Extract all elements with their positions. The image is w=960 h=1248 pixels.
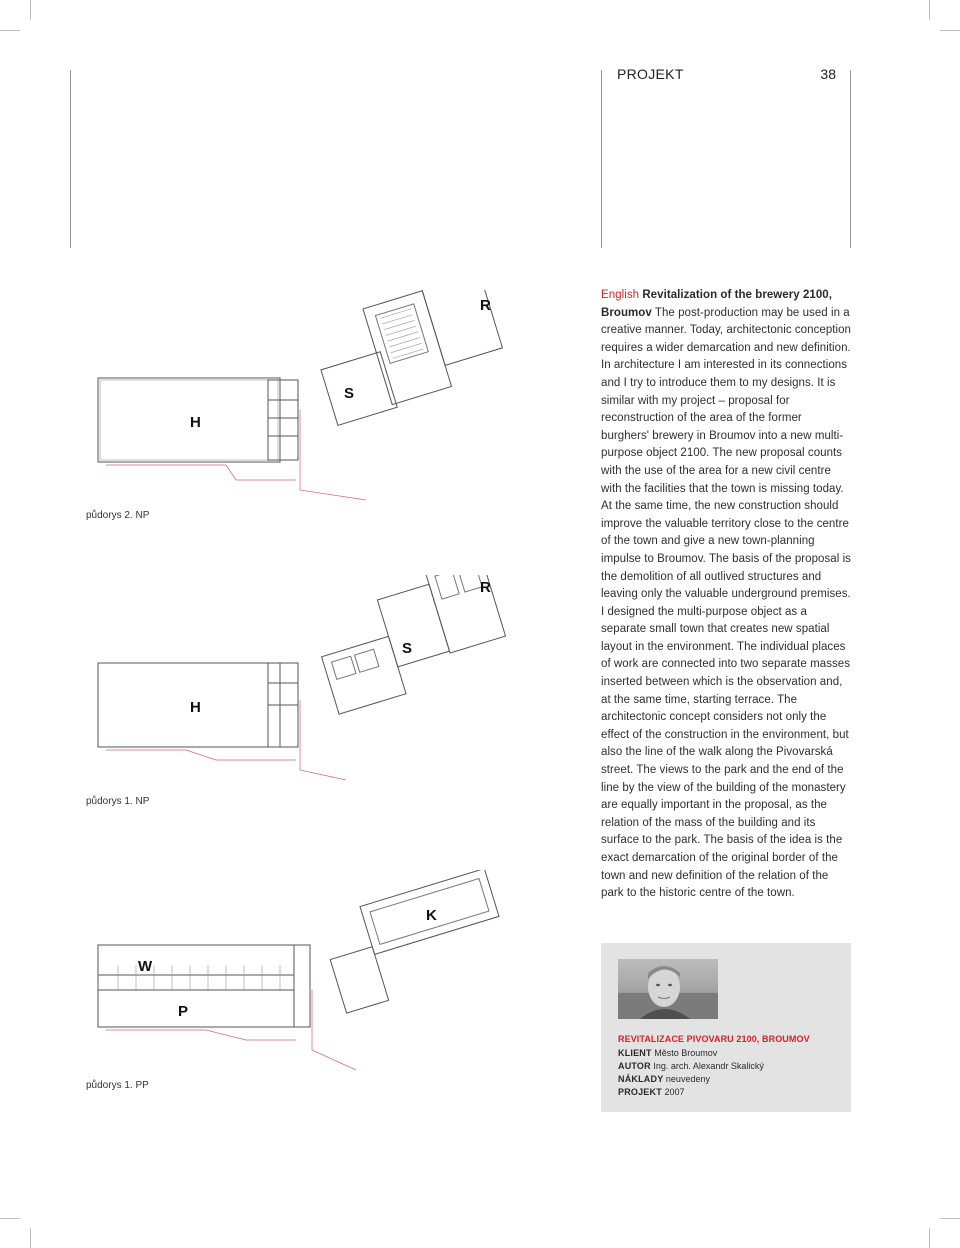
crop-mark [30, 0, 31, 20]
info-author [618, 1061, 764, 1071]
project-value: 2007 [664, 1087, 685, 1097]
block-label-r: R [480, 297, 491, 314]
block-label-r: R [480, 579, 491, 596]
plan-caption-1np: půdorys 1. NP [86, 796, 150, 807]
crop-mark [30, 1228, 31, 1248]
info-cost [618, 1074, 710, 1084]
language-label: English [601, 289, 640, 301]
header-rule-right [850, 70, 851, 248]
article-body: The post-production may be used in a creative manner. Today, architectonic conception requires a wider demarcation and new definition. In architecture I am interested in its connections and I try to introduce them to my designs. It is similar with my project – proposal for reconstruction of the area of the former burghers' brewery in Broumov into a new multi-purpose object 2100. The new proposal counts with the use of the area for a new civil centre with the facilities that the town is missing today. At the same time, the new construction should improve the valuable territory close to the centre of the town and give a new town-planning impulse to Broumov. The basis of the proposal is the demolition of all outlived structures and leaving only the valuable underground premises. I designed the multi-purpose object as a separate small town that creates new spatial layout in the environment. The individual places of work are connected into two separate masses inserted between which is the observation and, at the same time, starting terrace. The architectonic concept considers not only the effect of the construction in the environment, but also the line of the walk along the Pivovarská street. The views to the park and the end of the line by the view of the building of the monastery are equally important in the proposal, as the relation of the mass of the building and its surface to the park. The basis of the idea is the exact demarcation of the original border of the town and new definition of the relation of the park to the historic centre of the town. [601, 306, 852, 900]
block-label-w: W [138, 958, 153, 975]
block-label-p: P [178, 1003, 189, 1020]
info-client [618, 1048, 717, 1058]
info-project [618, 1087, 684, 1097]
crop-mark [940, 1218, 960, 1219]
section-title: PROJEKT [617, 66, 684, 82]
article-text [601, 287, 851, 903]
project-info-box [601, 943, 851, 1112]
author-portrait [618, 959, 718, 1019]
project-label: PROJEKT [618, 1087, 662, 1097]
plan-caption-2np: půdorys 2. NP [86, 510, 150, 521]
block-label-h: H [190, 699, 201, 716]
block-label-h: H [190, 414, 201, 431]
crop-mark [940, 30, 960, 31]
author-value: Ing. arch. Alexandr Skalický [653, 1061, 764, 1071]
block-label-k: K [426, 907, 437, 924]
floor-plan-2np [86, 290, 526, 510]
floor-plan-1pp-drawing [86, 870, 526, 1075]
plan-caption-1pp: půdorys 1. PP [86, 1080, 149, 1091]
author-portrait-image [618, 959, 718, 1019]
article-headline: Revitalization of the brewery 2100, Broumov [601, 289, 832, 319]
header-rule-left [601, 70, 602, 248]
crop-mark [929, 0, 930, 20]
block-label-s: S [344, 385, 355, 402]
block-label-s: S [402, 640, 413, 657]
info-title: REVITALIZACE PIVOVARU 2100, BROUMOV [618, 1034, 810, 1044]
cost-label: NÁKLADY [618, 1074, 664, 1084]
author-label: AUTOR [618, 1061, 651, 1071]
client-value: Město Broumov [654, 1048, 718, 1058]
left-rule [70, 70, 71, 248]
floor-plan-2np-drawing [86, 290, 526, 510]
client-label: KLIENT [618, 1048, 652, 1058]
crop-mark [929, 1228, 930, 1248]
crop-mark [0, 30, 20, 31]
crop-mark [0, 1218, 20, 1219]
floor-plan-1np-drawing [86, 575, 526, 790]
cost-value: neuvedeny [665, 1074, 710, 1084]
page-number: 38 [820, 66, 836, 82]
floor-plan-1pp [86, 870, 526, 1075]
floor-plan-1np [86, 575, 526, 790]
